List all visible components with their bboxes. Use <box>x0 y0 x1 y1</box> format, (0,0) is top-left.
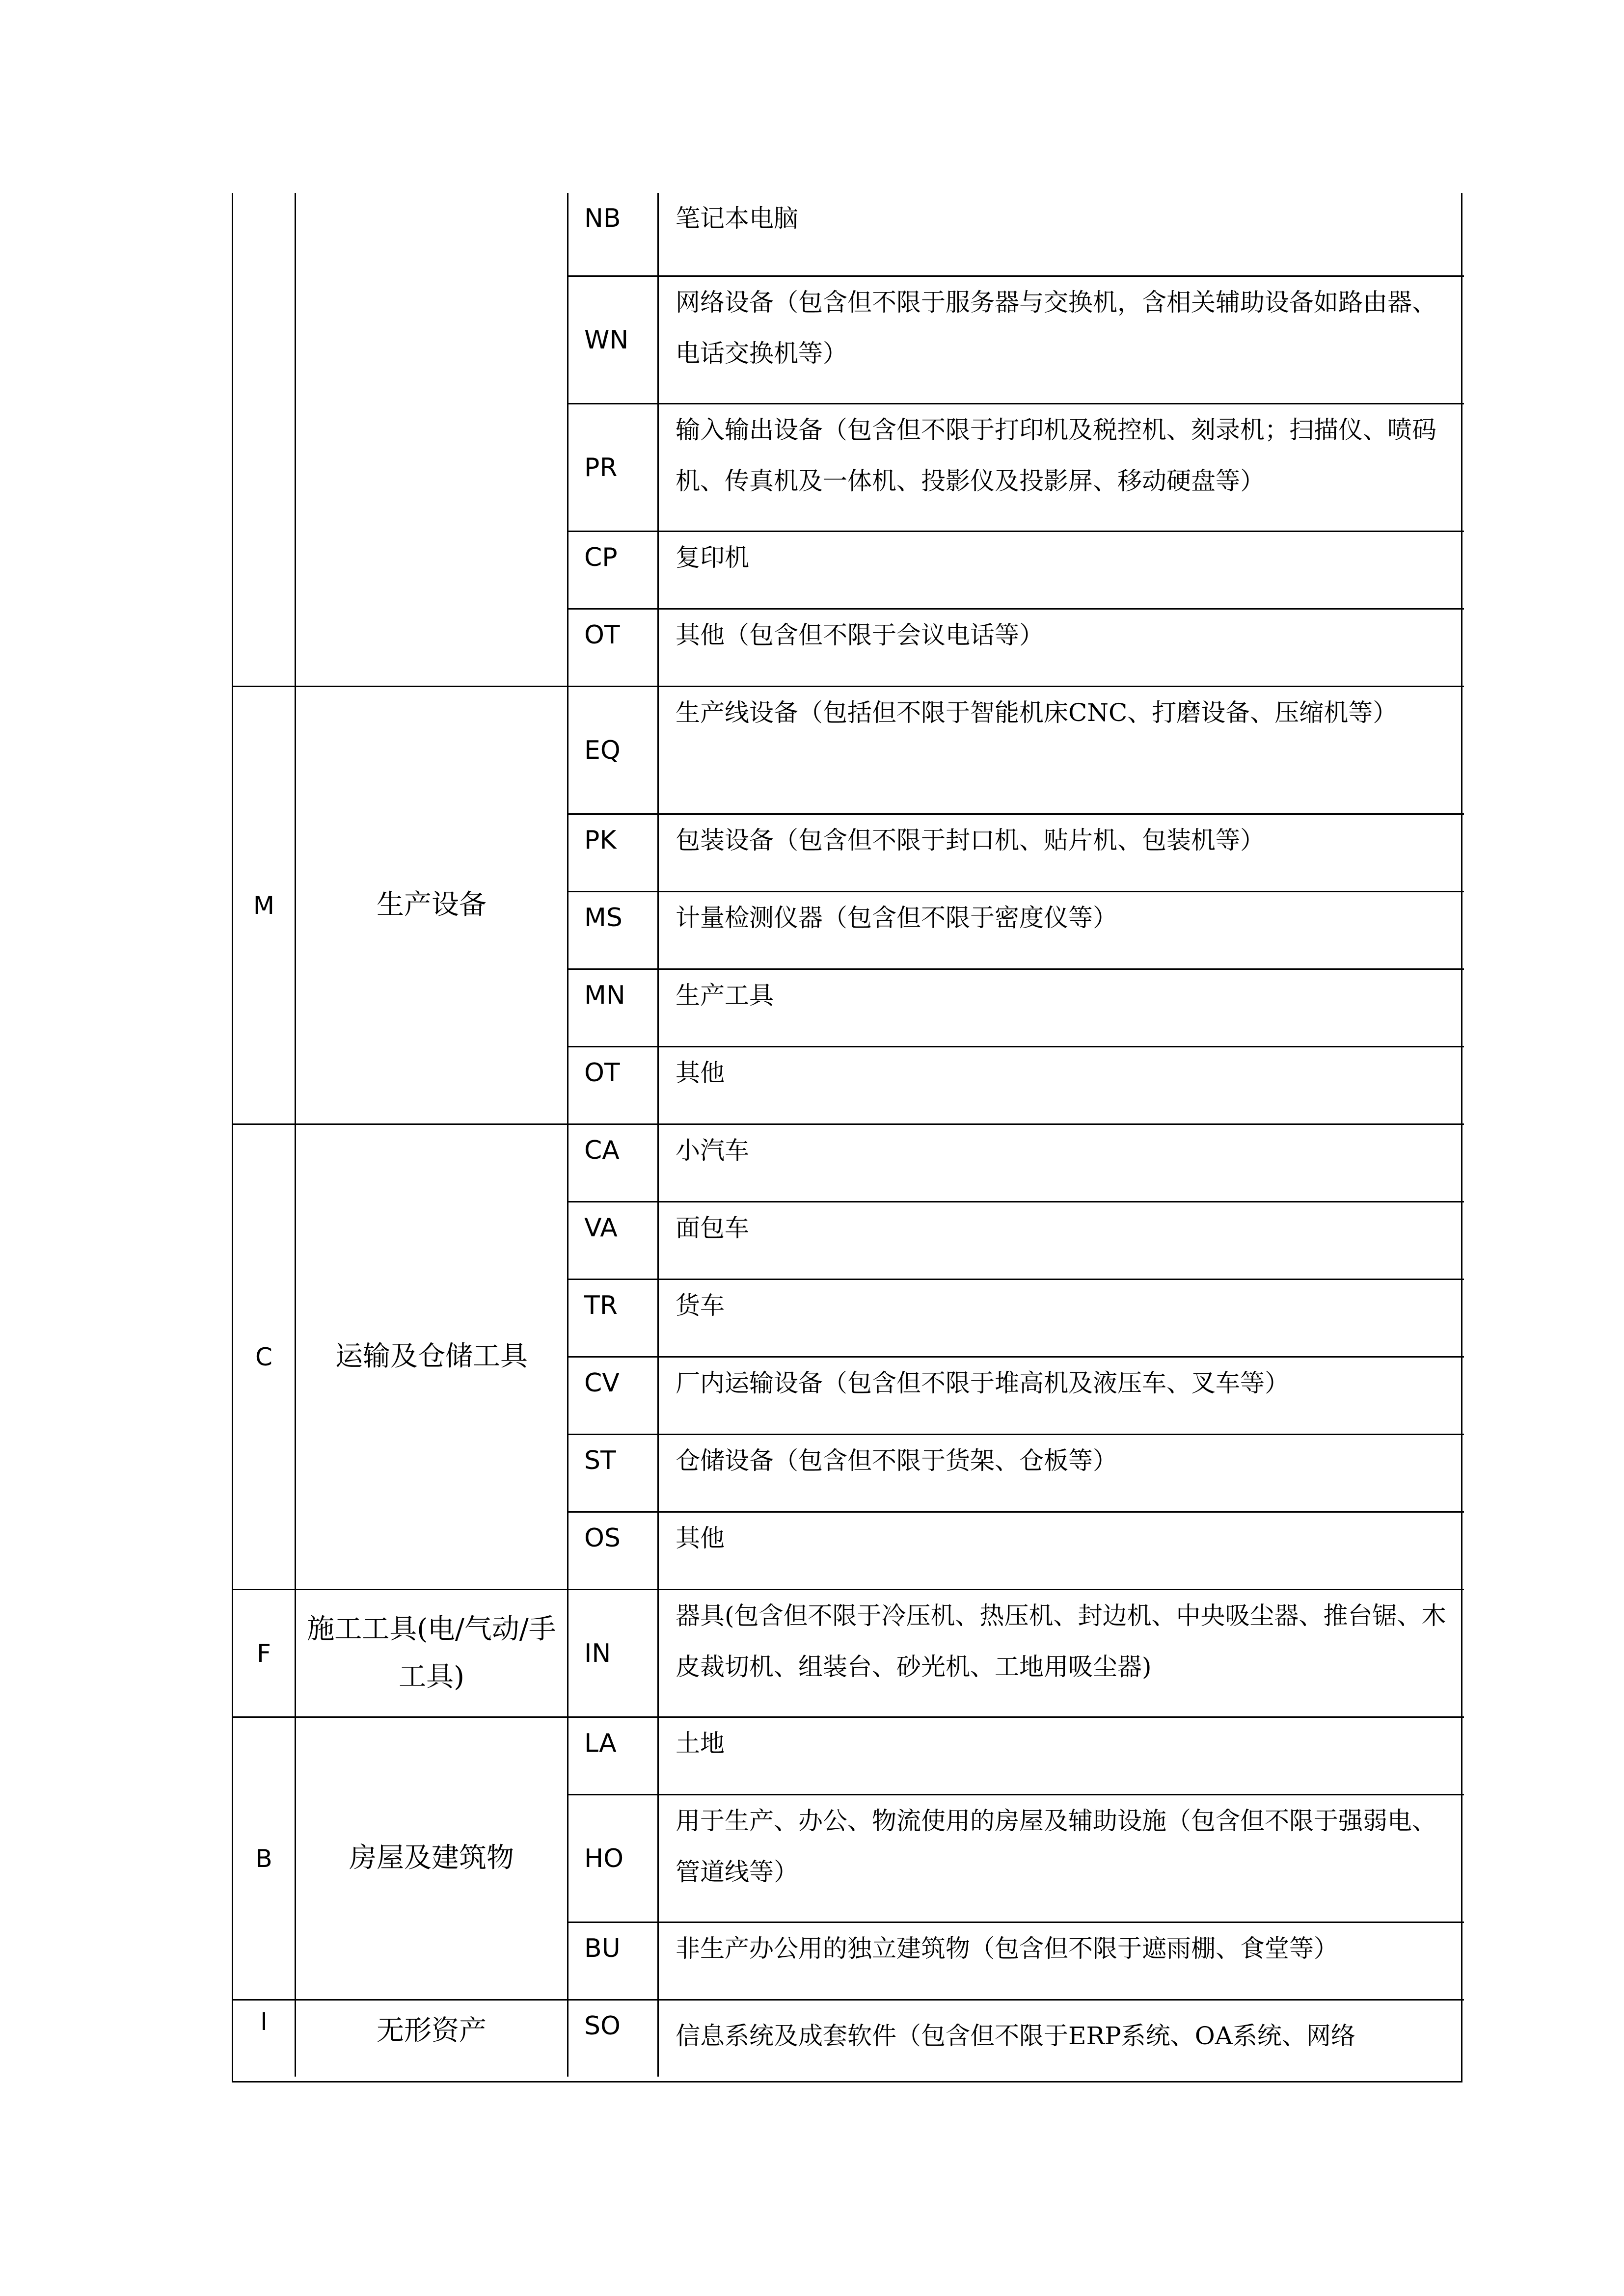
category-code: F <box>233 1589 296 1716</box>
subcategory-code: OT <box>568 1046 659 1123</box>
subcategory-code: PK <box>568 813 659 891</box>
subcategory-code: PR <box>568 403 659 531</box>
subcategory-code: IN <box>568 1589 659 1716</box>
subcategory-description: 其他（包含但不限于会议电话等） <box>659 608 1464 686</box>
subcategory-code: NB <box>568 193 659 275</box>
subcategory-code: ST <box>568 1434 659 1511</box>
category-name: 施工工具(电/气动/手工具) <box>296 1589 568 1716</box>
subcategory-description: 生产工具 <box>659 968 1464 1046</box>
subcategory-code: LA <box>568 1716 659 1794</box>
subcategory-code: VA <box>568 1201 659 1279</box>
category-code: M <box>233 686 296 1123</box>
subcategory-code: EQ <box>568 686 659 813</box>
subcategory-description: 货车 <box>659 1279 1464 1356</box>
subcategory-description: 其他 <box>659 1046 1464 1123</box>
category-code-cell <box>233 193 296 686</box>
subcategory-description: 面包车 <box>659 1201 1464 1279</box>
subcategory-description: 土地 <box>659 1716 1464 1794</box>
subcategory-description: 笔记本电脑 <box>676 204 798 233</box>
subcategory-description: 信息系统及成套软件（包含但不限于ERP系统、OA系统、网络 <box>659 1999 1464 2077</box>
subcategory-code: SO <box>568 1999 659 2077</box>
category-code: C <box>233 1123 296 1589</box>
category-name: 生产设备 <box>296 686 568 1123</box>
subcategory-code: HO <box>568 1794 659 1922</box>
subcategory-code: TR <box>568 1279 659 1356</box>
subcategory-code: OS <box>568 1511 659 1589</box>
subcategory-code: BU <box>568 1922 659 1999</box>
subcategory-code: MN <box>568 968 659 1046</box>
asset-classification-table <box>232 193 1462 2082</box>
category-code: B <box>233 1716 296 1999</box>
subcategory-description: 用于生产、办公、物流使用的房屋及辅助设施（包含但不限于强弱电、管道线等） <box>659 1794 1464 1922</box>
subcategory-description: 输入输出设备（包含但不限于打印机及税控机、刻录机；扫描仪、喷码机、传真机及一体机、投影仪及投影屏、移动硬盘等） <box>659 403 1464 531</box>
category-name: 运输及仓储工具 <box>296 1123 568 1589</box>
category-name-cell <box>296 193 568 686</box>
subcategory-description: 仓储设备（包含但不限于货架、仓板等） <box>659 1434 1464 1511</box>
subcategory-code: CV <box>568 1356 659 1434</box>
subcategory-code: MS <box>568 891 659 968</box>
subcategory-description: 包装设备（包含但不限于封口机、贴片机、包装机等） <box>659 813 1464 891</box>
subcategory-description: 网络设备（包含但不限于服务器与交换机，含相关辅助设备如路由器、电话交换机等） <box>659 275 1464 403</box>
subcategory-code: CP <box>568 531 659 608</box>
subcategory-code: WN <box>568 275 659 403</box>
category-code: I <box>233 1999 296 2077</box>
category-name: 房屋及建筑物 <box>296 1716 568 1999</box>
subcategory-description: 厂内运输设备（包含但不限于堆高机及液压车、叉车等） <box>659 1356 1464 1434</box>
subcategory-description: 其他 <box>659 1511 1464 1589</box>
subcategory-description: 复印机 <box>659 531 1464 608</box>
subcategory-description: 器具(包含但不限于冷压机、热压机、封边机、中央吸尘器、推台锯、木皮裁切机、组装台、砂光机、工地用吸尘器) <box>659 1589 1464 1716</box>
subcategory-code: OT <box>568 608 659 686</box>
subcategory-description: 计量检测仪器（包含但不限于密度仪等） <box>659 891 1464 968</box>
subcategory-description: 小汽车 <box>659 1123 1464 1201</box>
category-name: 无形资产 <box>296 1999 568 2077</box>
subcategory-description: 生产线设备（包括但不限于智能机床CNC、打磨设备、压缩机等） <box>659 686 1464 813</box>
subcategory-code: CA <box>568 1123 659 1201</box>
subcategory-description: 非生产办公用的独立建筑物（包含但不限于遮雨棚、食堂等） <box>659 1922 1464 1999</box>
